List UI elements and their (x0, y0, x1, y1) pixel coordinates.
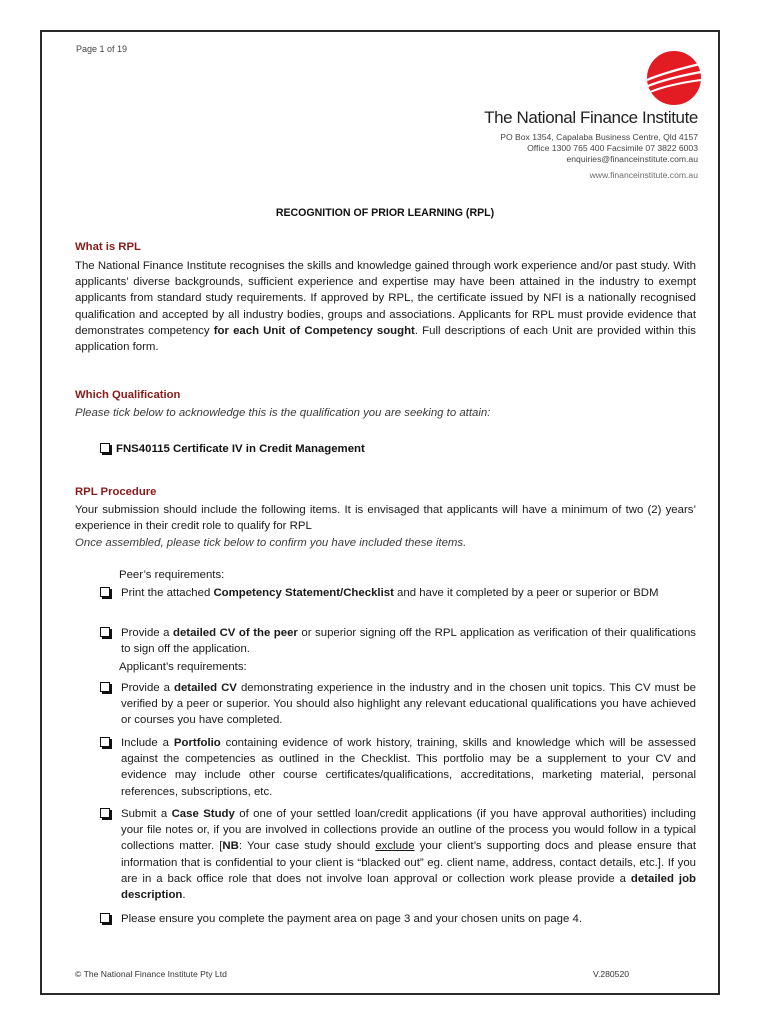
section-heading-rpl-procedure: RPL Procedure (75, 486, 157, 498)
item-bold: detailed CV (174, 682, 237, 694)
rpl-text-end: . Full descriptions of each Unit are provided within this application form. (75, 324, 696, 354)
phone-line: Office 1300 765 400 Facsimile 07 3822 6003 (527, 143, 698, 153)
procedure-intro: Your submission should include the following items. It is envisaged that applicants will have a minimum of two (2) years’ experience in their credit role to qualify for RPL (75, 504, 696, 533)
checkbox-item-1[interactable] (100, 587, 110, 597)
section-heading-what-is-rpl: What is RPL (75, 241, 141, 253)
item-text: . (182, 889, 186, 902)
item-text: containing evidence of work history, training, skills and knowledge which will be assessed against the competencies as outlined in the Checklist. This portfolio may be a supplement to your CV and evidence may include other course certificates/qualifications, accreditations, marketing material, personal references, subscriptions, etc. (121, 737, 696, 798)
rpl-description (75, 258, 696, 355)
qualification-option[interactable] (100, 443, 365, 455)
item-peer-cv (121, 625, 696, 657)
item-underline: exclude (375, 840, 415, 853)
institute-name: The National Finance Institute (484, 108, 698, 127)
item-bold: Portfolio (173, 737, 221, 749)
checkbox[interactable] (100, 443, 110, 453)
rpl-text: The National Finance Institute recognises the skills and knowledge gained through work experience and/or past study. With applicants’ diverse backgrounds, sufficient experience and expertise may have been attained in the industry to exempt applicants from standard study requirements. If approved by RPL, the certificate issued by NFI is a nationally recognised qualification and accepted by all industry bodies, groups and associations. Applicants for RPL must provide evidence that demonstrates competency (75, 260, 696, 337)
item-text: Include a (121, 737, 174, 749)
document-title: RECOGNITION OF PRIOR LEARNING (RPL) (275, 207, 495, 219)
address-line: PO Box 1354, Capalaba Business Centre, Qld 4157 (500, 132, 698, 142)
item-applicant-cv (121, 680, 696, 729)
item-text: Submit a (121, 808, 172, 820)
item-portfolio (121, 735, 696, 800)
item-text: and have it completed by a peer or superior or BDM (393, 587, 659, 599)
footer-version: V.280520 (593, 969, 630, 979)
item-text: demonstrating experience in the industry and in the chosen unit topics. This CV must be verified by a peer or superior. You should also highlight any relevant educational qualifications you have achieved or courses you have completed. (121, 682, 697, 727)
procedure-instruction: Once assembled, please tick below to confirm you have included these items. (75, 537, 467, 549)
item-bold: Case Study (171, 808, 235, 820)
checkbox-item-5[interactable] (100, 808, 110, 818)
checkbox-item-3[interactable] (100, 682, 110, 692)
nfi-logo-icon (646, 50, 702, 106)
footer-copyright: © The National Finance Institute Pty Ltd (75, 969, 227, 979)
address-block (500, 132, 698, 165)
applicant-requirements-label: Applicant’s requirements: (119, 661, 247, 673)
item-text: Provide a (121, 627, 174, 639)
item-text: : Your case study should (238, 840, 376, 853)
checkbox-item-2[interactable] (100, 627, 110, 637)
website-link[interactable]: www.financeinstitute.com.au (589, 170, 698, 180)
checkbox-item-4[interactable] (100, 737, 110, 747)
item-text: your client’s supporting docs and please ensure that information that is confidential to your client is “blacked out” eg. client name, address, contact details, etc.]. If you are in a back office role that does not involve loan approval or collection work please provide a (121, 840, 696, 885)
item-competency-statement (121, 585, 696, 601)
item-case-study (121, 806, 696, 903)
item-bold: Competency Statement/Checklist (213, 587, 394, 599)
item-payment-reminder: Please ensure you complete the payment area on page 3 and your chosen units on page 4. (121, 913, 583, 925)
peer-requirements-label: Peer’s requirements: (119, 569, 225, 581)
checkbox-item-6[interactable] (100, 913, 110, 923)
section-heading-which-qualification: Which Qualification (75, 389, 181, 401)
item-text: Provide a (121, 682, 175, 694)
item-bold: detailed CV of the peer (173, 627, 298, 639)
item-bold: NB (222, 840, 239, 853)
item-bold: detailed job description (121, 872, 696, 902)
email-link[interactable]: enquiries@financeinstitute.com.au (566, 154, 698, 164)
rpl-text-bold: for each Unit of Competency sought (213, 324, 415, 337)
qualification-label: FNS40115 Certificate IV in Credit Management (116, 443, 365, 455)
qualification-instruction: Please tick below to acknowledge this is the qualification you are seeking to attain: (75, 407, 491, 419)
item-text: of one of your settled loan/credit applications (if you have approval authorities) including your file notes or, if you are involved in collections provide an outline of the process you would follow in a typical collections matter. [ (121, 808, 696, 853)
page-number: Page 1 of 19 (76, 44, 128, 54)
item-text: Print the attached (121, 587, 214, 599)
item-text: or superior signing off the RPL application as verification of their qualifications to sign off the application. (121, 627, 696, 656)
